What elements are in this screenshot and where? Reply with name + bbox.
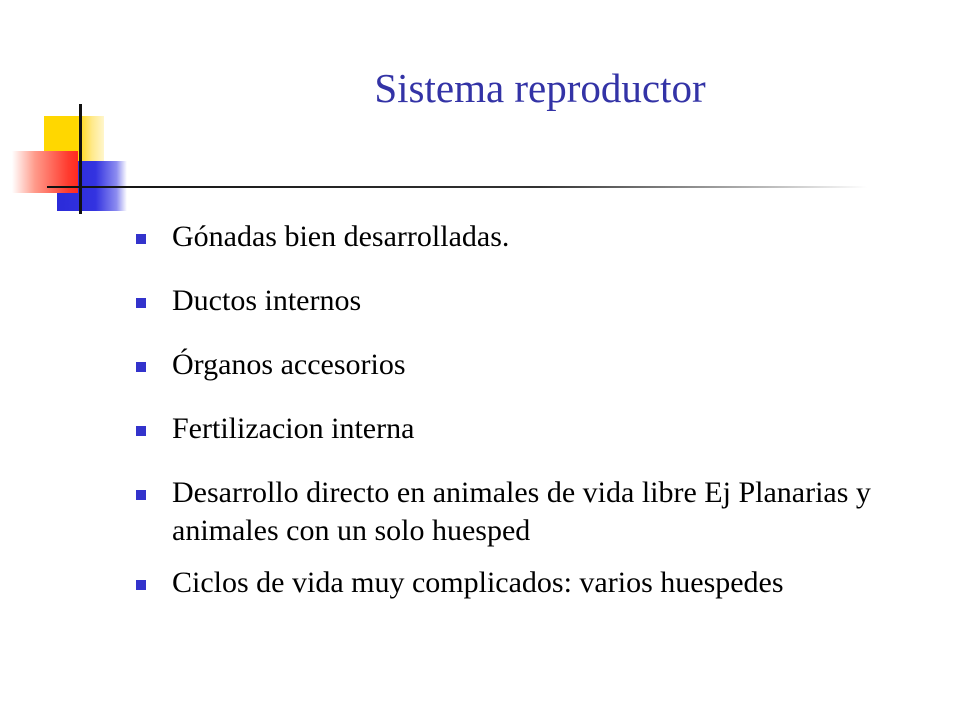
square-bullet-icon	[136, 298, 146, 308]
square-bullet-icon	[136, 426, 146, 436]
square-bullet-icon	[136, 580, 146, 590]
bullet-text: Gónadas bien desarrolladas.	[172, 220, 510, 253]
bullet-text: Ductos internos	[172, 284, 362, 317]
title-underline	[47, 186, 867, 188]
square-bullet-icon	[136, 234, 146, 244]
bullet-item	[136, 564, 936, 602]
square-bullet-icon	[136, 490, 146, 500]
bullet-item	[136, 346, 936, 384]
bullet-text: Órganos accesorios	[172, 348, 406, 381]
bullet-item	[136, 282, 936, 320]
bullet-item	[136, 410, 936, 448]
bullet-text: Fertilizacion interna	[172, 412, 415, 445]
bullet-text: Ciclos de vida muy complicados: varios huespedes	[172, 566, 784, 599]
bullet-item	[136, 474, 936, 550]
square-bullet-icon	[136, 362, 146, 372]
bullet-list	[136, 218, 936, 628]
deco-vertical-line	[79, 104, 82, 214]
slide-title: Sistema reproductor	[374, 65, 706, 111]
bullet-text: Desarrollo directo en animales de vida libre Ej Planarias y animales con un solo huesped	[172, 476, 871, 547]
bullet-item	[136, 218, 936, 256]
